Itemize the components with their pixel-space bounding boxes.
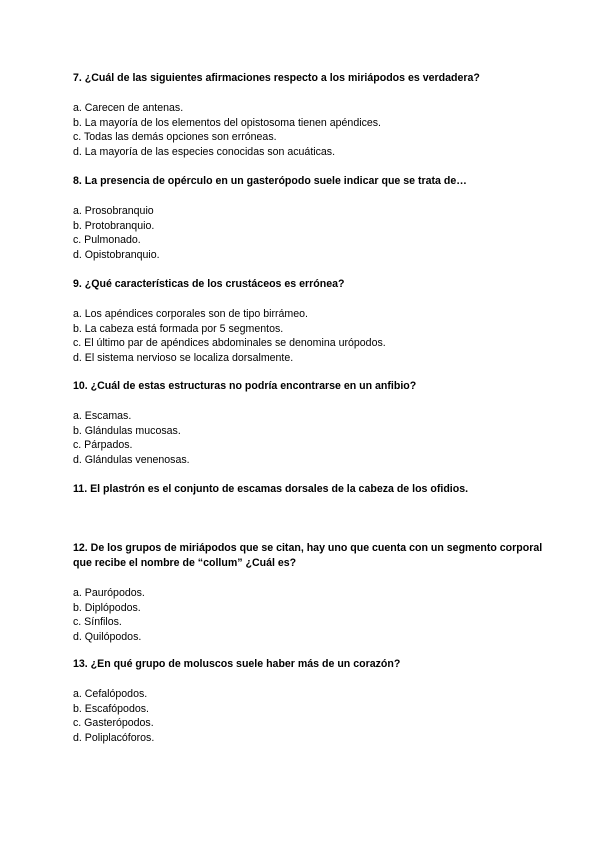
question-11 [73, 482, 543, 497]
answer-option: d. Poliplacóforos. [73, 731, 155, 744]
answer-option: d. Quilópodos. [73, 630, 142, 643]
answer-option: c. Todas las demás opciones son erróneas. [73, 131, 277, 144]
answer-options [73, 101, 543, 159]
question-title: 9. ¿Qué características de los crustáceos es errónea? [73, 278, 345, 290]
answer-option: b. La cabeza está formada por 5 segmentos. [73, 322, 284, 335]
answer-option: b. Diplópodos. [73, 601, 141, 614]
answer-option: c. Pulmonado. [73, 234, 141, 247]
answer-option: d. La mayoría de las especies conocidas son acuáticas. [73, 145, 336, 158]
question-title: 12. De los grupos de miriápodos que se citan, hay uno que cuenta con un segmento corporal que recibe el nombre de “collum” ¿Cuál es? [73, 542, 543, 569]
answer-option: c. Párpados. [73, 439, 133, 452]
answer-option: b. Escafópodos. [73, 702, 149, 715]
question-7 [73, 71, 543, 159]
question-9 [73, 277, 543, 365]
answer-option: c. El último par de apéndices abdominales se denomina urópodos. [73, 337, 386, 350]
question-title: 10. ¿Cuál de estas estructuras no podría encontrarse en un anfibio? [73, 380, 417, 392]
question-10 [73, 379, 543, 467]
question-8 [73, 174, 543, 262]
answer-option: d. Glándulas venenosas. [73, 453, 190, 466]
answer-option: a. Los apéndices corporales son de tipo birrámeo. [73, 308, 308, 320]
answer-option: b. Glándulas mucosas. [73, 424, 181, 437]
answer-option: d. Opistobranquio. [73, 248, 160, 261]
answer-option: a. Carecen de antenas. [73, 102, 184, 114]
question-title: 8. La presencia de opérculo en un gasterópodo suele indicar que se trata de… [73, 175, 467, 187]
question-12 [73, 541, 543, 644]
answer-options [73, 204, 543, 262]
answer-option: b. Protobranquio. [73, 219, 155, 232]
answer-option: a. Paurópodos. [73, 587, 145, 599]
question-13 [73, 657, 543, 745]
answer-option: c. Gasterópodos. [73, 717, 154, 730]
answer-option: a. Prosobranquio [73, 205, 154, 217]
answer-option: d. El sistema nervioso se localiza dorsalmente. [73, 351, 294, 364]
answer-options [73, 687, 543, 745]
question-title: 11. El plastrón es el conjunto de escamas dorsales de la cabeza de los ofidios. [73, 483, 469, 495]
answer-options [73, 307, 543, 365]
answer-options [73, 586, 543, 644]
answer-option: a. Cefalópodos. [73, 688, 148, 700]
answer-options [73, 409, 543, 467]
answer-option: c. Sínfilos. [73, 616, 122, 629]
answer-option: b. La mayoría de los elementos del opistosoma tienen apéndices. [73, 116, 381, 129]
question-title: 13. ¿En qué grupo de moluscos suele haber más de un corazón? [73, 658, 401, 670]
answer-option: a. Escamas. [73, 410, 132, 422]
question-title: 7. ¿Cuál de las siguientes afirmaciones respecto a los miriápodos es verdadera? [73, 72, 480, 84]
